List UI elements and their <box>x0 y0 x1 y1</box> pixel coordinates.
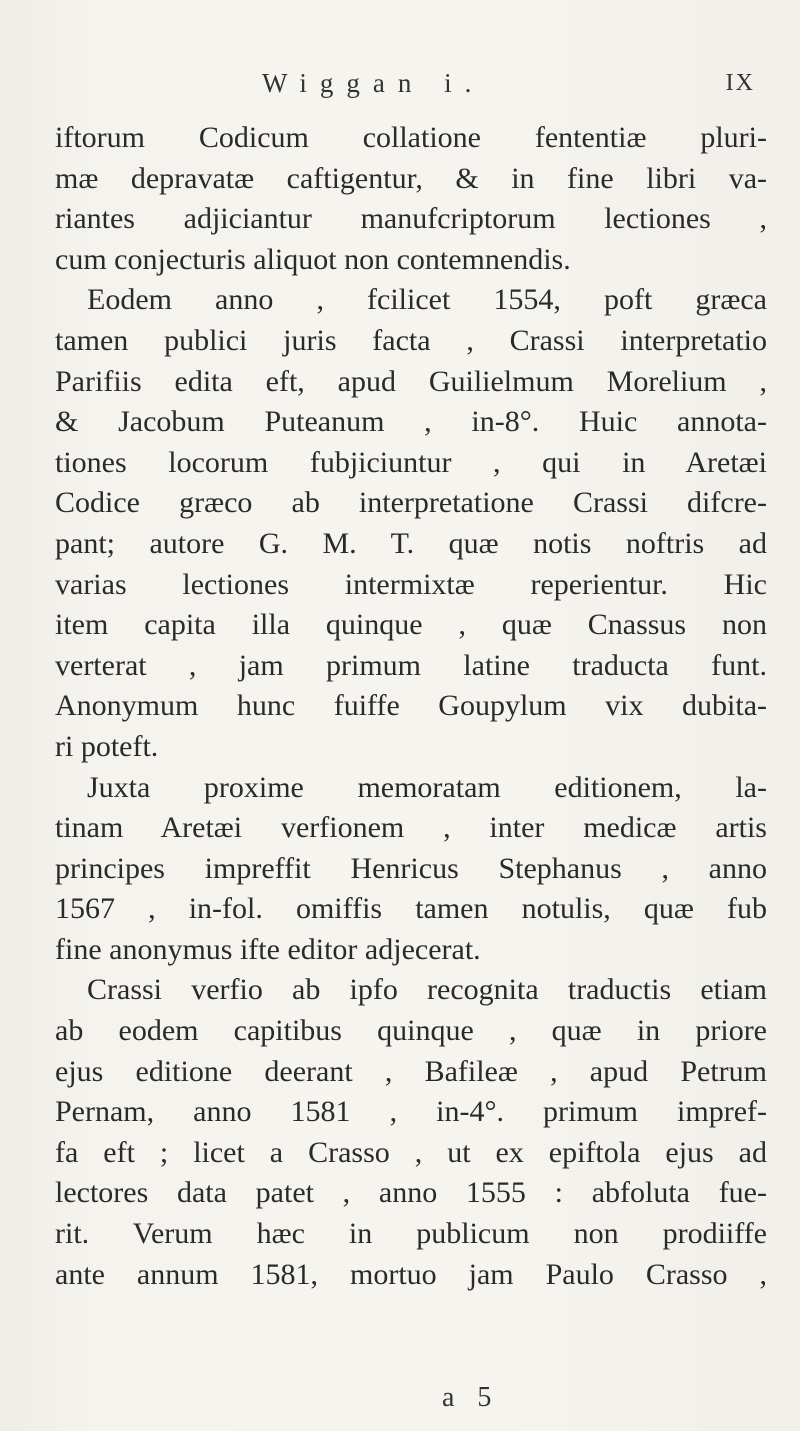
text-line: tiones locorum fubjiciuntur , qui in Aretæi <box>55 445 767 479</box>
text-line: fine anonymus ifte editor adjecerat. <box>55 932 481 966</box>
text-line: tinam Aretæi verfionem , inter medicæ artis <box>55 811 767 845</box>
text-line: verterat , jam primum latine traducta funt. <box>55 648 767 682</box>
text-line: ri poteft. <box>55 729 159 763</box>
running-head <box>0 68 800 108</box>
running-title: Wiggan i. <box>262 68 485 98</box>
text-line: item capita illa quinque , quæ Cnassus non <box>55 608 767 642</box>
page-number: IX <box>725 70 755 96</box>
text-line: ante annum 1581, mortuo jam Paulo Crasso , <box>55 1257 767 1291</box>
text-line: principes impreffit Henricus Stephanus , anno <box>55 851 767 885</box>
text-line: Anonymum hunc fuiffe Goupylum vix dubita- <box>55 689 767 723</box>
text-line: ejus editione deerant , Bafileæ , apud Petrum <box>55 1054 767 1088</box>
text-line: lectores data patet , anno 1555 : abfoluta fue- <box>55 1176 767 1210</box>
text-line: Juxta proxime memoratam editionem, la- <box>87 770 767 804</box>
signature-mark: a 5 <box>442 1382 500 1413</box>
text-line: cum conjecturis aliquot non contemnendis. <box>55 242 571 276</box>
text-line: ab eodem capitibus quinque , quæ in priore <box>55 1014 767 1048</box>
text-line: Eodem anno , fcilicet 1554, poft græca <box>87 283 767 317</box>
text-line: iftorum Codicum collatione fententiæ pluri- <box>55 121 767 154</box>
text-line: fa eft ; licet a Crasso , ut ex epiftola ejus ad <box>55 1135 767 1169</box>
text-line: 1567 , in-fol. omiffis tamen notulis, quæ fub <box>55 892 767 926</box>
text-line: rit. Verum hæc in publicum non prodiiffe <box>55 1217 767 1251</box>
text-line: Codice græco ab interpretatione Crassi difcre- <box>55 486 767 520</box>
text-line: tamen publici juris facta , Crassi interpretatio <box>55 323 767 357</box>
text-line: & Jacobum Puteanum , in-8°. Huic annota- <box>55 405 767 439</box>
text-line: varias lectiones intermixtæ reperientur. Hic <box>55 567 767 601</box>
text-line: mæ depravatæ caftigentur, & in fine libri va- <box>55 161 767 195</box>
text-line: Parifiis edita eft, apud Guilielmum Morelium , <box>55 364 767 398</box>
text-line: riantes adjiciantur manufcriptorum lectiones , <box>55 202 767 236</box>
body-text <box>55 118 767 1295</box>
text-line: Pernam, anno 1581 , in-4°. primum impref- <box>55 1095 767 1129</box>
text-line: pant; autore G. M. T. quæ notis noftris ad <box>55 526 767 560</box>
text-line: Crassi verfio ab ipfo recognita traductis etiam <box>87 973 767 1007</box>
